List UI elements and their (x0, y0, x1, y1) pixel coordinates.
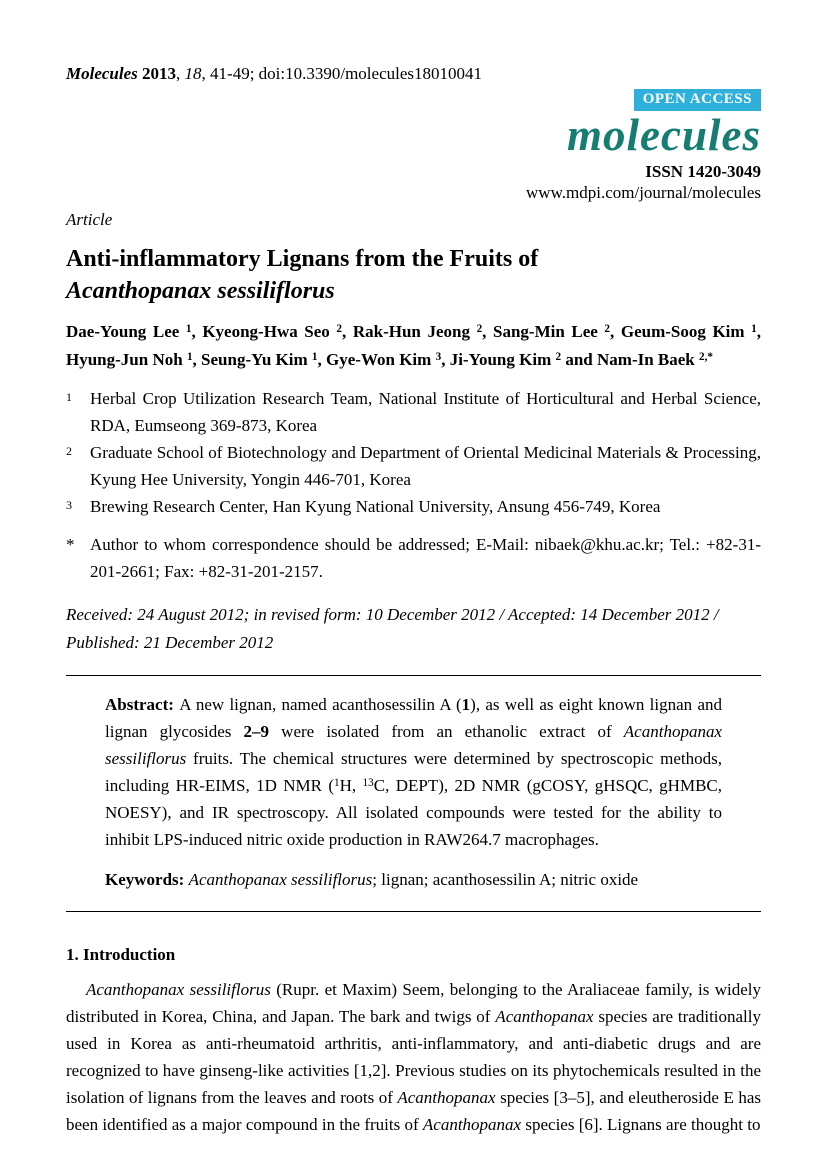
affiliation-item (66, 385, 761, 439)
journal-url: www.mdpi.com/journal/molecules (526, 183, 761, 202)
publication-dates: Received: 24 August 2012; in revised form: 10 December 2012 / Accepted: 14 December 2012 / Published: 21 December 2012 (66, 605, 719, 652)
issn-label: ISSN 1420-3049 (645, 162, 761, 181)
affiliation-item (66, 493, 761, 520)
journal-branding (66, 84, 761, 203)
article-title-line1: Anti-inflammatory Lignans from the Fruits of (66, 246, 539, 272)
keywords: Keywords: Acanthopanax sessiliflorus; lignan; acanthosessilin A; nitric oxide (105, 870, 639, 889)
article-type-label: Article (66, 210, 113, 229)
affiliation-marker: 1 (66, 390, 72, 404)
affiliation-text: Graduate School of Biotechnology and Department of Oriental Medicinal Materials & Processing, Kyung Hee University, Yongin 446-701, Korea (90, 443, 761, 489)
article-title (66, 243, 761, 307)
correspondence-marker: * (66, 535, 75, 554)
affiliation-marker: 3 (66, 498, 72, 512)
affiliation-text: Herbal Crop Utilization Research Team, National Institute of Horticultural and Herbal Science, RDA, Eumseong 369-873, Korea (90, 389, 761, 435)
abstract: Abstract: A new lignan, named acanthosessilin A (1), as well as eight known lignan and lignan glycosides 2–9 were isolated from an ethanolic extract of Acanthopanax sessiliflorus fruits. The chemical structures were determined by spectroscopic methods, including HR-EIMS, 1D NMR ($^1$H, $^{13}$C, DEPT), 2D NMR (gCOSY, gHSQC, gHMBC, NOESY), and IR spectroscopy. All isolated compounds were tested for the ability to inhibit LPS-induced nitric oxide production in RAW264.7 macrophages. (105, 695, 723, 849)
open-access-badge: OPEN ACCESS (634, 89, 761, 111)
divider-top (66, 675, 761, 676)
affiliation-text: Brewing Research Center, Han Kyung National University, Ansung 456-749, Korea (90, 497, 661, 516)
article-title-line2: Acanthopanax sessiliflorus (66, 278, 335, 304)
journal-logo: molecules (567, 110, 761, 160)
affiliation-marker: 2 (66, 444, 72, 458)
section-heading-introduction: 1. Introduction (66, 945, 176, 964)
affiliation-item (66, 439, 761, 493)
author-list: Dae-Young Lee $^1$, Kyeong-Hwa Seo $^2$, Rak-Hun Jeong $^2$, Sang-Min Lee $^2$, Geum-Soog Kim $^1$, Hyung-Jun Noh $^1$, Seung-Yu Kim $^1$, Gye-Won Kim $^3$, Ji-Young Kim $^2$ and Nam-In Baek $^{2,*}$ (66, 322, 761, 369)
journal-citation: Molecules 2013, 18, 41-49; doi:10.3390/molecules18010041 (66, 64, 483, 83)
affiliation-list (66, 385, 761, 520)
introduction-paragraph-text: Acanthopanax sessiliflorus (Rupr. et Maxim) Seem, belonging to the Araliaceae family, is widely distributed in Korea, China, and Japan. The bark and twigs of Acanthopanax species are traditionally used in Korea as anti-rheumatoid arthritis, anti-inflammatory, and anti-diabetic drugs and are recognized to have ginseng-like activities [1,2]. Previous studies on its phytochemicals resulted in the isolation of lignans from the leaves and roots of Acanthopanax species [3–5], and eleutheroside E has been identified as a major compound in the fruits of Acanthopanax species [6]. Lignans are thought to (66, 980, 762, 1134)
introduction-paragraph (66, 976, 761, 1138)
correspondence-text: Author to whom correspondence should be addressed; E-Mail: nibaek@khu.ac.kr; Tel.: +82-31-201-2661; Fax: +82-31-201-2157. (90, 535, 761, 581)
correspondence-note (66, 531, 761, 585)
divider-bottom (66, 911, 761, 912)
